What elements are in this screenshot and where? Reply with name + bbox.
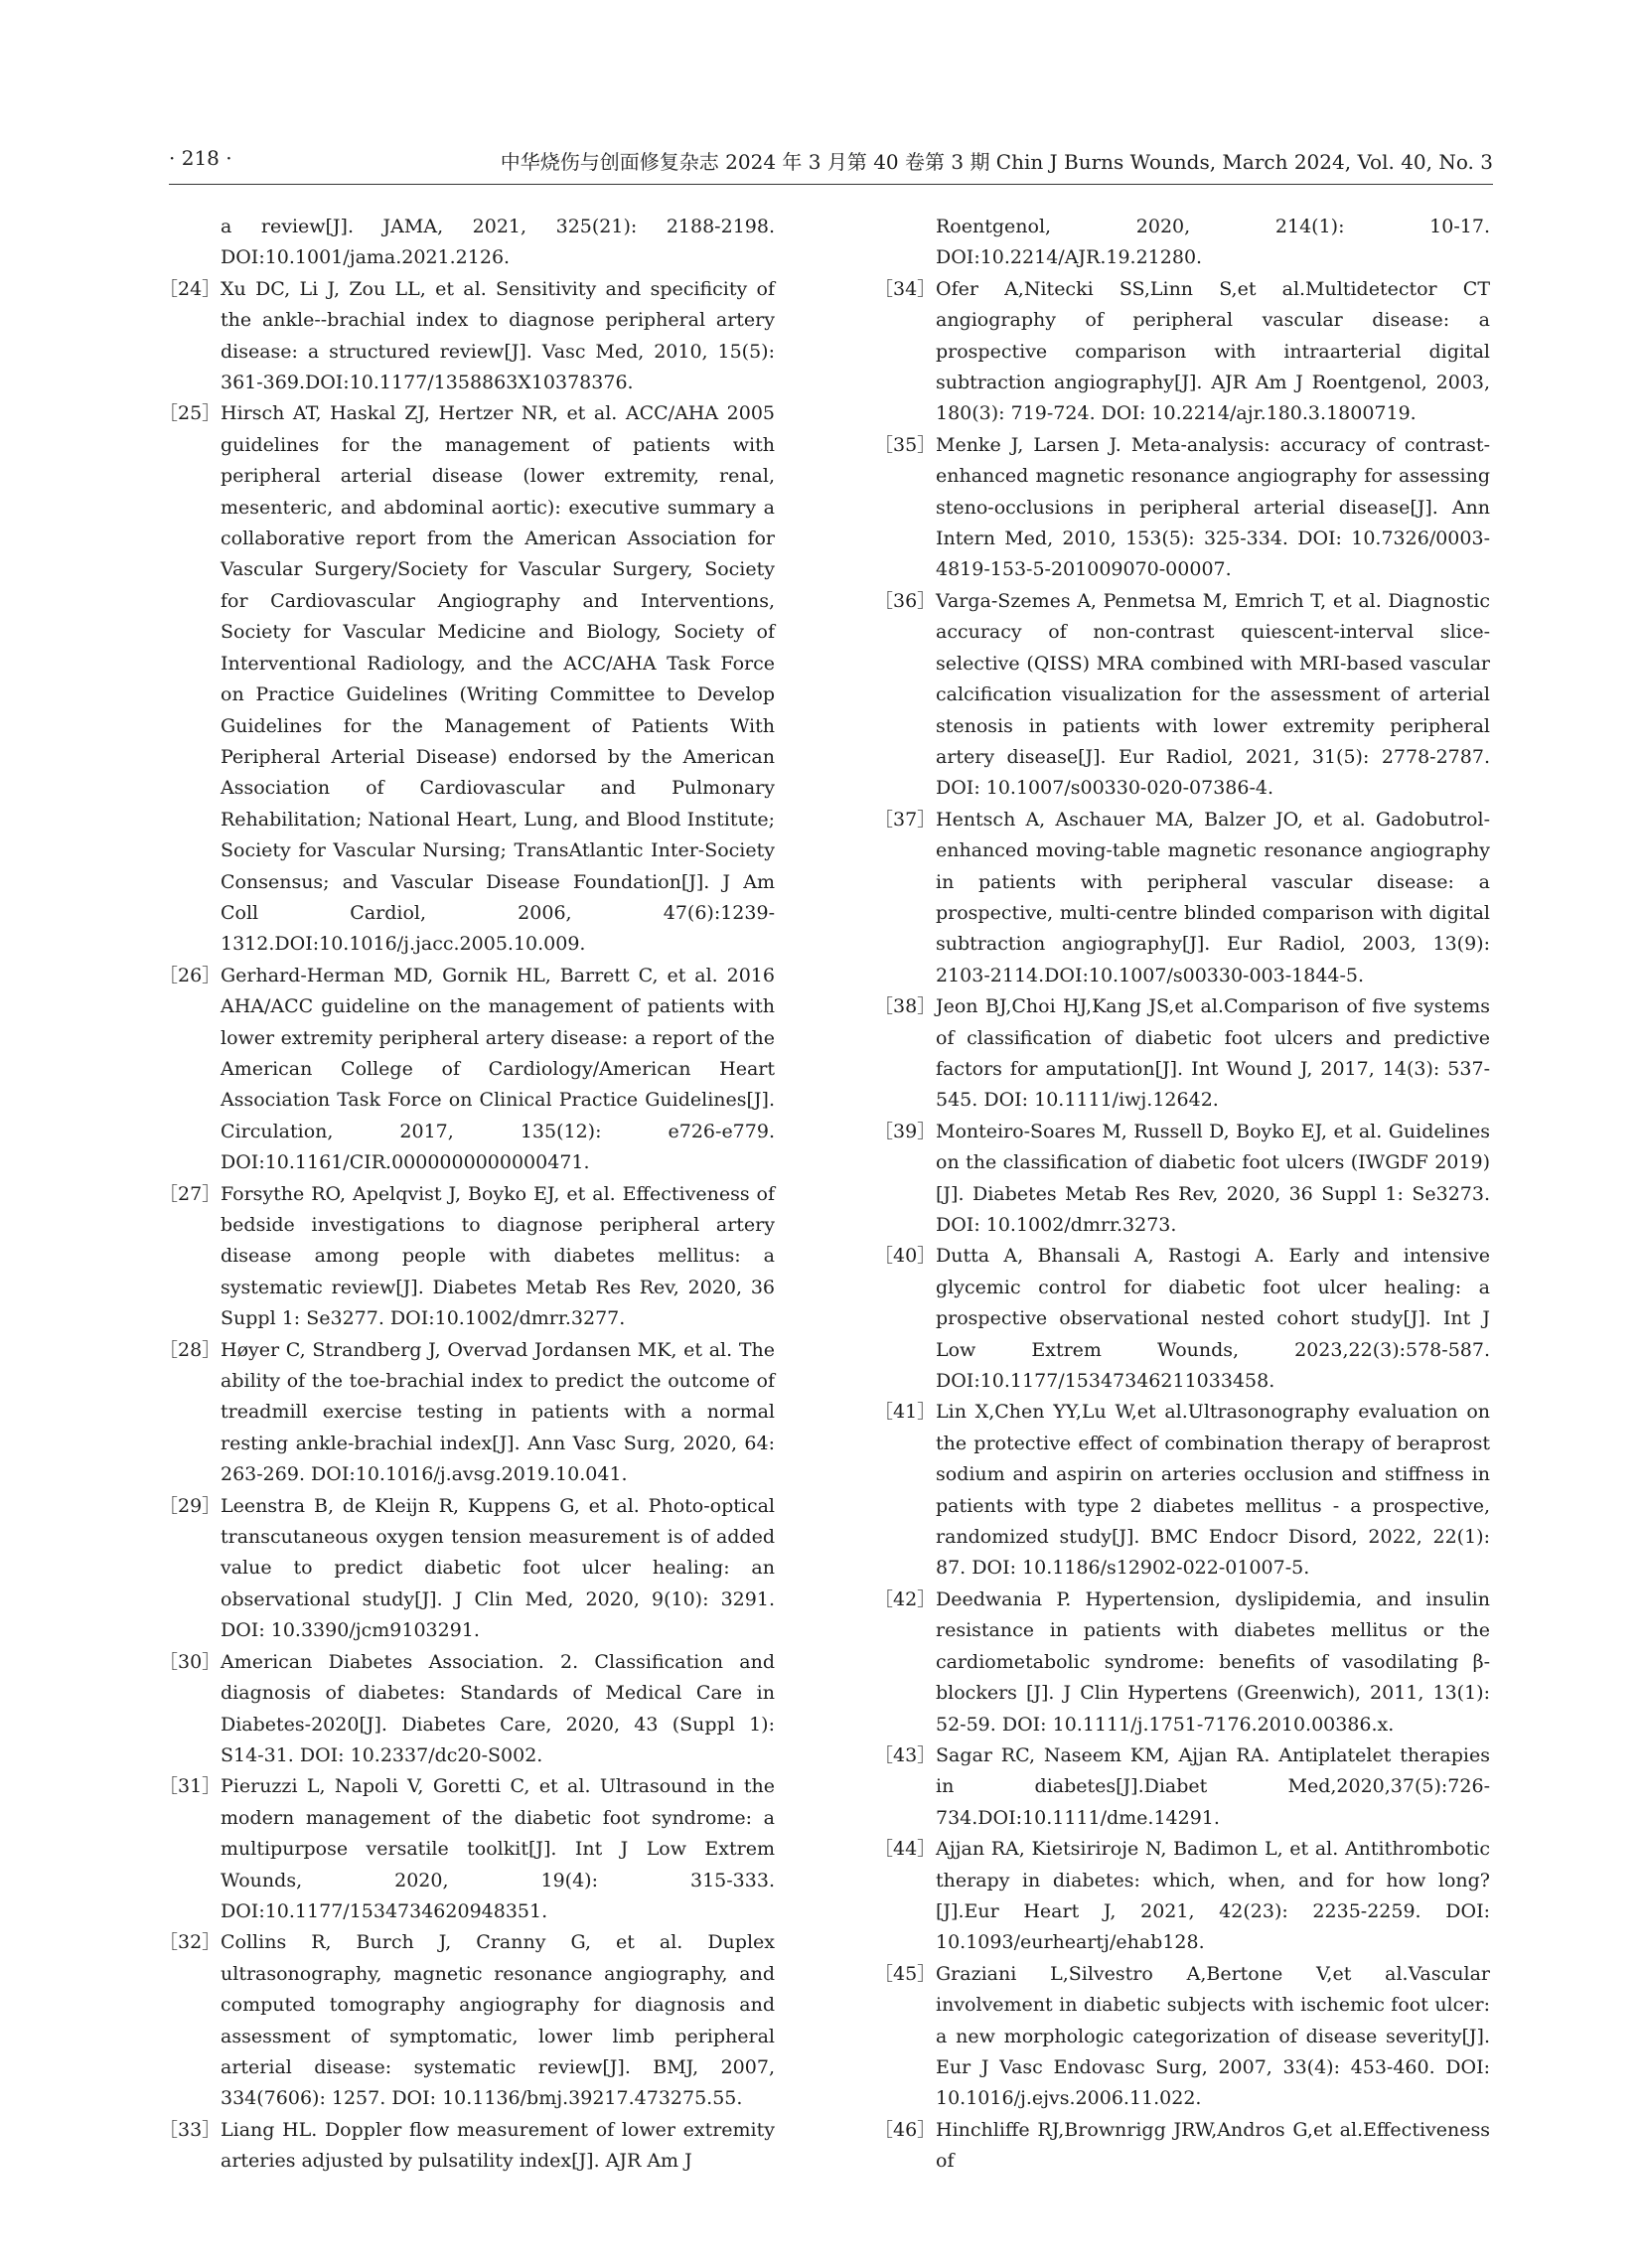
reference-entry [159, 1927, 775, 2114]
reference-entry [874, 274, 1490, 430]
reference-entry [159, 1491, 775, 1647]
reference-text: American Diabetes Association. 2. Classification and diagnosis of diabetes: Standards of Medical Care in Diabetes-2020[J]. Diabetes Care, 2020, 43 (Suppl 1): S14-31. DOI: 10.2337/dc20-S002. [221, 1650, 775, 1766]
reference-number: ［27］ [159, 1182, 222, 1205]
reference-text: Roentgenol, 2020, 214(1): 10-17. DOI:10.2214/AJR.19.21280. [936, 216, 1490, 269]
reference-text: Hinchliffe RJ,Brownrigg JRW,Andros G,et al.Effectiveness of [936, 2118, 1490, 2173]
reference-entry [874, 1834, 1490, 1959]
reference-number: ［26］ [159, 964, 222, 986]
reference-entry [159, 212, 775, 274]
running-title: 中华烧伤与创面修复杂志 2024 年 3 月第 40 卷第 3 期 Chin J Burns Wounds, March 2024, Vol. 40, No. 3 [500, 150, 1493, 174]
reference-number: ［45］ [874, 1962, 937, 1985]
reference-entry [874, 1117, 1490, 1242]
reference-text: Xu DC, Li J, Zou LL, et al. Sensitivity and specificity of the ankle--brachial index to diagnose peripheral artery disease: a structured review[J]. Vasc Med, 2010, 15(5): 361-369.DOI:10.1177/1358863X10378376. [221, 277, 775, 394]
reference-number: ［43］ [874, 1743, 937, 1766]
reference-text: Deedwania P. Hypertension, dyslipidemia, and insulin resistance in patients with diabetes mellitus or the cardiometabolic syndrome: benefits of vasodilating β-blockers [J]. J Clin Hypertens (Greenwich), 2011, 13(1): 52-59. DOI: 10.1111/j.1751-7176.2010.00386.x. [936, 1588, 1490, 1736]
reference-number: ［33］ [159, 2118, 222, 2141]
reference-number: ［34］ [874, 277, 937, 300]
reference-number: ［29］ [159, 1494, 222, 1517]
reference-text: Pieruzzi L, Napoli V, Goretti C, et al. Ultrasound in the modern management of the diabetic foot syndrome: a multipurpose versatile toolkit[J]. Int J Low Extrem Wounds, 2020, 19(4): 315-333. DOI:10.1177/1534734620948351. [221, 1775, 775, 1922]
reference-number: ［31］ [159, 1775, 222, 1798]
reference-text: Dutta A, Bhansali A, Rastogi A. Early and intensive glycemic control for diabetic foot ulcer healing: a prospective observational nested cohort study[J]. Int J Low Extrem Wounds, 2023,22(3):578-587. DOI:10.1177/15347346211033458. [936, 1245, 1490, 1393]
reference-column-right [874, 212, 1490, 2178]
reference-entry [874, 1241, 1490, 1397]
reference-number: ［46］ [874, 2118, 937, 2141]
reference-entry [159, 2115, 775, 2178]
reference-number: ［42］ [874, 1588, 937, 1610]
reference-entry [159, 274, 775, 399]
reference-column-left [159, 212, 775, 2178]
reference-text: Menke J, Larsen J. Meta-analysis: accuracy of contrast-enhanced magnetic resonance angiography for assessing steno-occlusions in peripheral arterial disease[J]. Ann Intern Med, 2010, 153(5): 325-334. DOI: 10.7326/0003-4819-153-5-201009070-00007. [936, 433, 1490, 581]
reference-number: ［24］ [159, 277, 222, 300]
reference-text: Varga-Szemes A, Penmetsa M, Emrich T, et al. Diagnostic accuracy of non-contrast quiescent-interval slice-selective (QISS) MRA combined with MRI-based vascular calcification visualization for the assessment of arterial stenosis in patients with lower extremity peripheral artery disease[J]. Eur Radiol, 2021, 31(5): 2778-2787. DOI: 10.1007/s00330-020-07386-4. [936, 589, 1490, 800]
reference-number: ［35］ [874, 433, 937, 456]
reference-entry [874, 1959, 1490, 2115]
reference-text: Monteiro-Soares M, Russell D, Boyko EJ, et al. Guidelines on the classification of diabetic foot ulcers (IWGDF 2019) [J]. Diabetes Metab Res Rev, 2020, 36 Suppl 1: Se3273. DOI: 10.1002/dmrr.3273. [936, 1120, 1490, 1236]
reference-entry [874, 586, 1490, 805]
reference-text: a review[J]. JAMA, 2021, 325(21): 2188-2198. DOI:10.1001/jama.2021.2126. [221, 216, 775, 269]
reference-number: ［25］ [159, 402, 222, 425]
reference-text: Hirsch AT, Haskal ZJ, Hertzer NR, et al. ACC/AHA 2005 guidelines for the management of patients with peripheral arterial disease (lower extremity, renal, mesenteric, and abdominal aortic): executive summary a collaborative report from the American Association for Vascular Surgery/Society for Vascular Surgery, Society for Cardiovascular Angiography and Interventions, Society for Vascular Medicine and Biology, Society of Interventional Radiology, and the ACC/AHA Task Force on Practice Guidelines (Writing Committee to Develop Guidelines for the Management of Patients With Peripheral Arterial Disease) endorsed by the American Association of Cardiovascular and Pulmonary Rehabilitation; National Heart, Lung, and Blood Institute; Society for Vascular Nursing; TransAtlantic Inter-Society Consensus; and Vascular Disease Foundation[J]. J Am Coll Cardiol, 2006, 47(6):1239-1312.DOI:10.1016/j.jacc.2005.10.009. [221, 402, 775, 956]
reference-text: Ajjan RA, Kietsiriroje N, Badimon L, et al. Antithrombotic therapy in diabetes: which, when, and for how long?[J].Eur Heart J, 2021, 42(23): 2235-2259. DOI: 10.1093/eurheartj/ehab128. [936, 1838, 1490, 1954]
reference-entry [874, 1585, 1490, 1740]
reference-number: ［30］ [159, 1650, 222, 1673]
reference-number: ［41］ [874, 1401, 937, 1424]
reference-entry [159, 961, 775, 1179]
reference-text: Ofer A,Nitecki SS,Linn S,et al.Multidetector CT angiography of peripheral vascular disease: a prospective comparison with intraarterial digital subtraction angiography[J]. AJR Am J Roentgenol, 2003, 180(3): 719-724. DOI: 10.2214/ajr.180.3.1800719. [936, 277, 1490, 425]
reference-number: ［36］ [874, 589, 937, 612]
reference-entry [159, 1335, 775, 1491]
page-number: · 218 · [169, 146, 232, 170]
reference-text: Høyer C, Strandberg J, Overvad Jordansen MK, et al. The ability of the toe-brachial index to predict the outcome of treadmill exercise testing in patients with a normal resting ankle-brachial index[J]. Ann Vasc Surg, 2020, 64: 263-269. DOI:10.1016/j.avsg.2019.10.041. [221, 1338, 775, 1486]
reference-text: Forsythe RO, Apelqvist J, Boyko EJ, et al. Effectiveness of bedside investigations to diagnose peripheral artery disease among people with diabetes mellitus: a systematic review[J]. Diabetes Metab Res Rev, 2020, 36 Suppl 1: Se3277. DOI:10.1002/dmrr.3277. [221, 1182, 775, 1330]
reference-entry [159, 1179, 775, 1335]
page-header [169, 144, 1493, 185]
reference-number: ［37］ [874, 808, 937, 831]
reference-entry [874, 2115, 1490, 2178]
reference-text: Lin X,Chen YY,Lu W,et al.Ultrasonography evaluation on the protective effect of combination therapy of beraprost sodium and aspirin on arteries occlusion and stiffness in patients with type 2 diabetes mellitus - a prospective, randomized study[J]. BMC Endocr Disord, 2022, 22(1): 87. DOI: 10.1186/s12902-022-01007-5. [936, 1401, 1490, 1580]
reference-number: ［40］ [874, 1245, 937, 1268]
reference-text: Sagar RC, Naseem KM, Ajjan RA. Antiplatelet therapies in diabetes[J].Diabet Med,2020,37(5):726-734.DOI:10.1111/dme.14291. [936, 1743, 1490, 1829]
reference-number: ［28］ [159, 1338, 222, 1361]
reference-text: Graziani L,Silvestro A,Bertone V,et al.Vascular involvement in diabetic subjects with ischemic foot ulcer: a new morphologic categorization of disease severity[J]. Eur J Vasc Endovasc Surg, 2007, 33(4): 453-460. DOI: 10.1016/j.ejvs.2006.11.022. [936, 1962, 1490, 2110]
reference-entry [159, 1647, 775, 1772]
reference-number: ［38］ [874, 995, 937, 1018]
reference-number: ［39］ [874, 1120, 937, 1142]
reference-number: ［44］ [874, 1838, 937, 1861]
reference-entry [874, 212, 1490, 274]
reference-entry [159, 1771, 775, 1927]
reference-entry [874, 991, 1490, 1117]
reference-entry [874, 1740, 1490, 1834]
reference-number: ［32］ [159, 1931, 222, 1954]
reference-text: Hentsch A, Aschauer MA, Balzer JO, et al. Gadobutrol-enhanced moving-table magnetic resonance angiography in patients with peripheral vascular disease: a prospective, multi-centre blinded comparison with digital subtraction angiography[J]. Eur Radiol, 2003, 13(9): 2103-2114.DOI:10.1007/s00330-003-1844-5. [936, 808, 1490, 986]
reference-text: Jeon BJ,Choi HJ,Kang JS,et al.Comparison of five systems of classification of diabetic foot ulcers and predictive factors for amputation[J]. Int Wound J, 2017, 14(3): 537-545. DOI: 10.1111/iwj.12642. [936, 995, 1490, 1112]
reference-entry [874, 805, 1490, 991]
reference-text: Leenstra B, de Kleijn R, Kuppens G, et al. Photo-optical transcutaneous oxygen tension measurement is of added value to predict diabetic foot ulcer healing: an observational study[J]. J Clin Med, 2020, 9(10): 3291. DOI: 10.3390/jcm9103291. [221, 1494, 775, 1642]
reference-text: Liang HL. Doppler flow measurement of lower extremity arteries adjusted by pulsatility index[J]. AJR Am J [221, 2118, 775, 2173]
reference-entry [874, 1397, 1490, 1584]
reference-entry [874, 430, 1490, 586]
reference-text: Gerhard-Herman MD, Gornik HL, Barrett C, et al. 2016 AHA/ACC guideline on the management of patients with lower extremity peripheral artery disease: a report of the American College of Cardiology/American Heart Association Task Force on Clinical Practice Guidelines[J]. Circulation, 2017, 135(12): e726-e779. DOI:10.1161/CIR.0000000000000471. [221, 964, 775, 1174]
reference-entry [159, 398, 775, 960]
reference-text: Collins R, Burch J, Cranny G, et al. Duplex ultrasonography, magnetic resonance angiography, and computed tomography angiography for diagnosis and assessment of symptomatic, lower limb peripheral arterial disease: systematic review[J]. BMJ, 2007, 334(7606): 1257. DOI: 10.1136/bmj.39217.473275.55. [221, 1931, 775, 2110]
